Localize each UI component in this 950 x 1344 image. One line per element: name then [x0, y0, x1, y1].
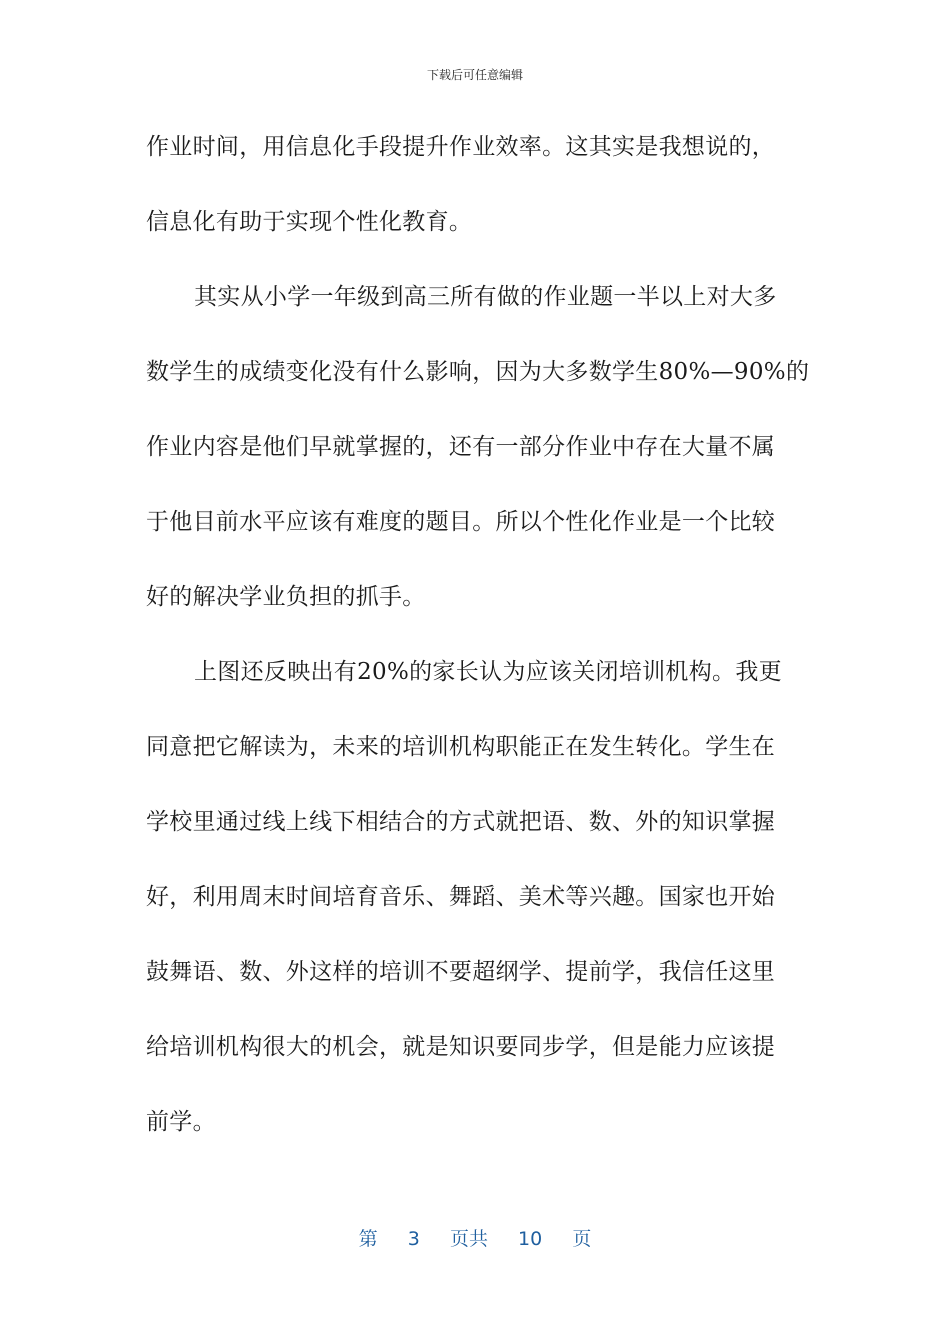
paragraph-start-line: 上图还反映出有20%的家长认为应该关闭培训机构。我更 — [194, 659, 782, 685]
text-line: 鼓舞语、数、外这样的培训不要超纲学、提前学，我信任这里 — [146, 959, 776, 985]
document-body — [146, 110, 810, 1160]
paragraph-start-line: 其实从小学一年级到高三所有做的作业题一半以上对大多 — [194, 284, 777, 310]
text-line: 于他目前水平应该有难度的题目。所以个性化作业是一个比较 — [146, 509, 776, 535]
text-line: 信息化有助于实现个性化教育。 — [146, 209, 473, 235]
text-line: 好的解决学业负担的抓手。 — [146, 584, 426, 610]
footer-suffix: 页 — [572, 1228, 592, 1250]
text-line: 好，利用周末时间培育音乐、舞蹈、美术等兴趣。国家也开始 — [146, 884, 776, 910]
text-line: 作业时间，用信息化手段提升作业效率。这其实是我想说的， — [146, 134, 776, 160]
footer-prefix: 第 — [358, 1228, 378, 1250]
text-line: 作业内容是他们早就掌握的，还有一部分作业中存在大量不属 — [146, 434, 776, 460]
text-line: 前学。 — [146, 1109, 216, 1135]
page-footer — [0, 1226, 950, 1252]
footer-middle: 页共 — [449, 1228, 488, 1250]
footer-page-number: 3 — [407, 1228, 420, 1250]
header-note: 下载后可任意编辑 — [426, 68, 523, 82]
text-line: 学校里通过线上线下相结合的方式就把语、数、外的知识掌握 — [146, 809, 776, 835]
footer-total-pages: 10 — [518, 1228, 543, 1250]
text-line: 数学生的成绩变化没有什么影响，因为大多数学生80%—90%的 — [146, 359, 810, 385]
text-line: 给培训机构很大的机会，就是知识要同步学，但是能力应该提 — [146, 1034, 776, 1060]
text-line: 同意把它解读为，未来的培训机构职能正在发生转化。学生在 — [146, 734, 776, 760]
